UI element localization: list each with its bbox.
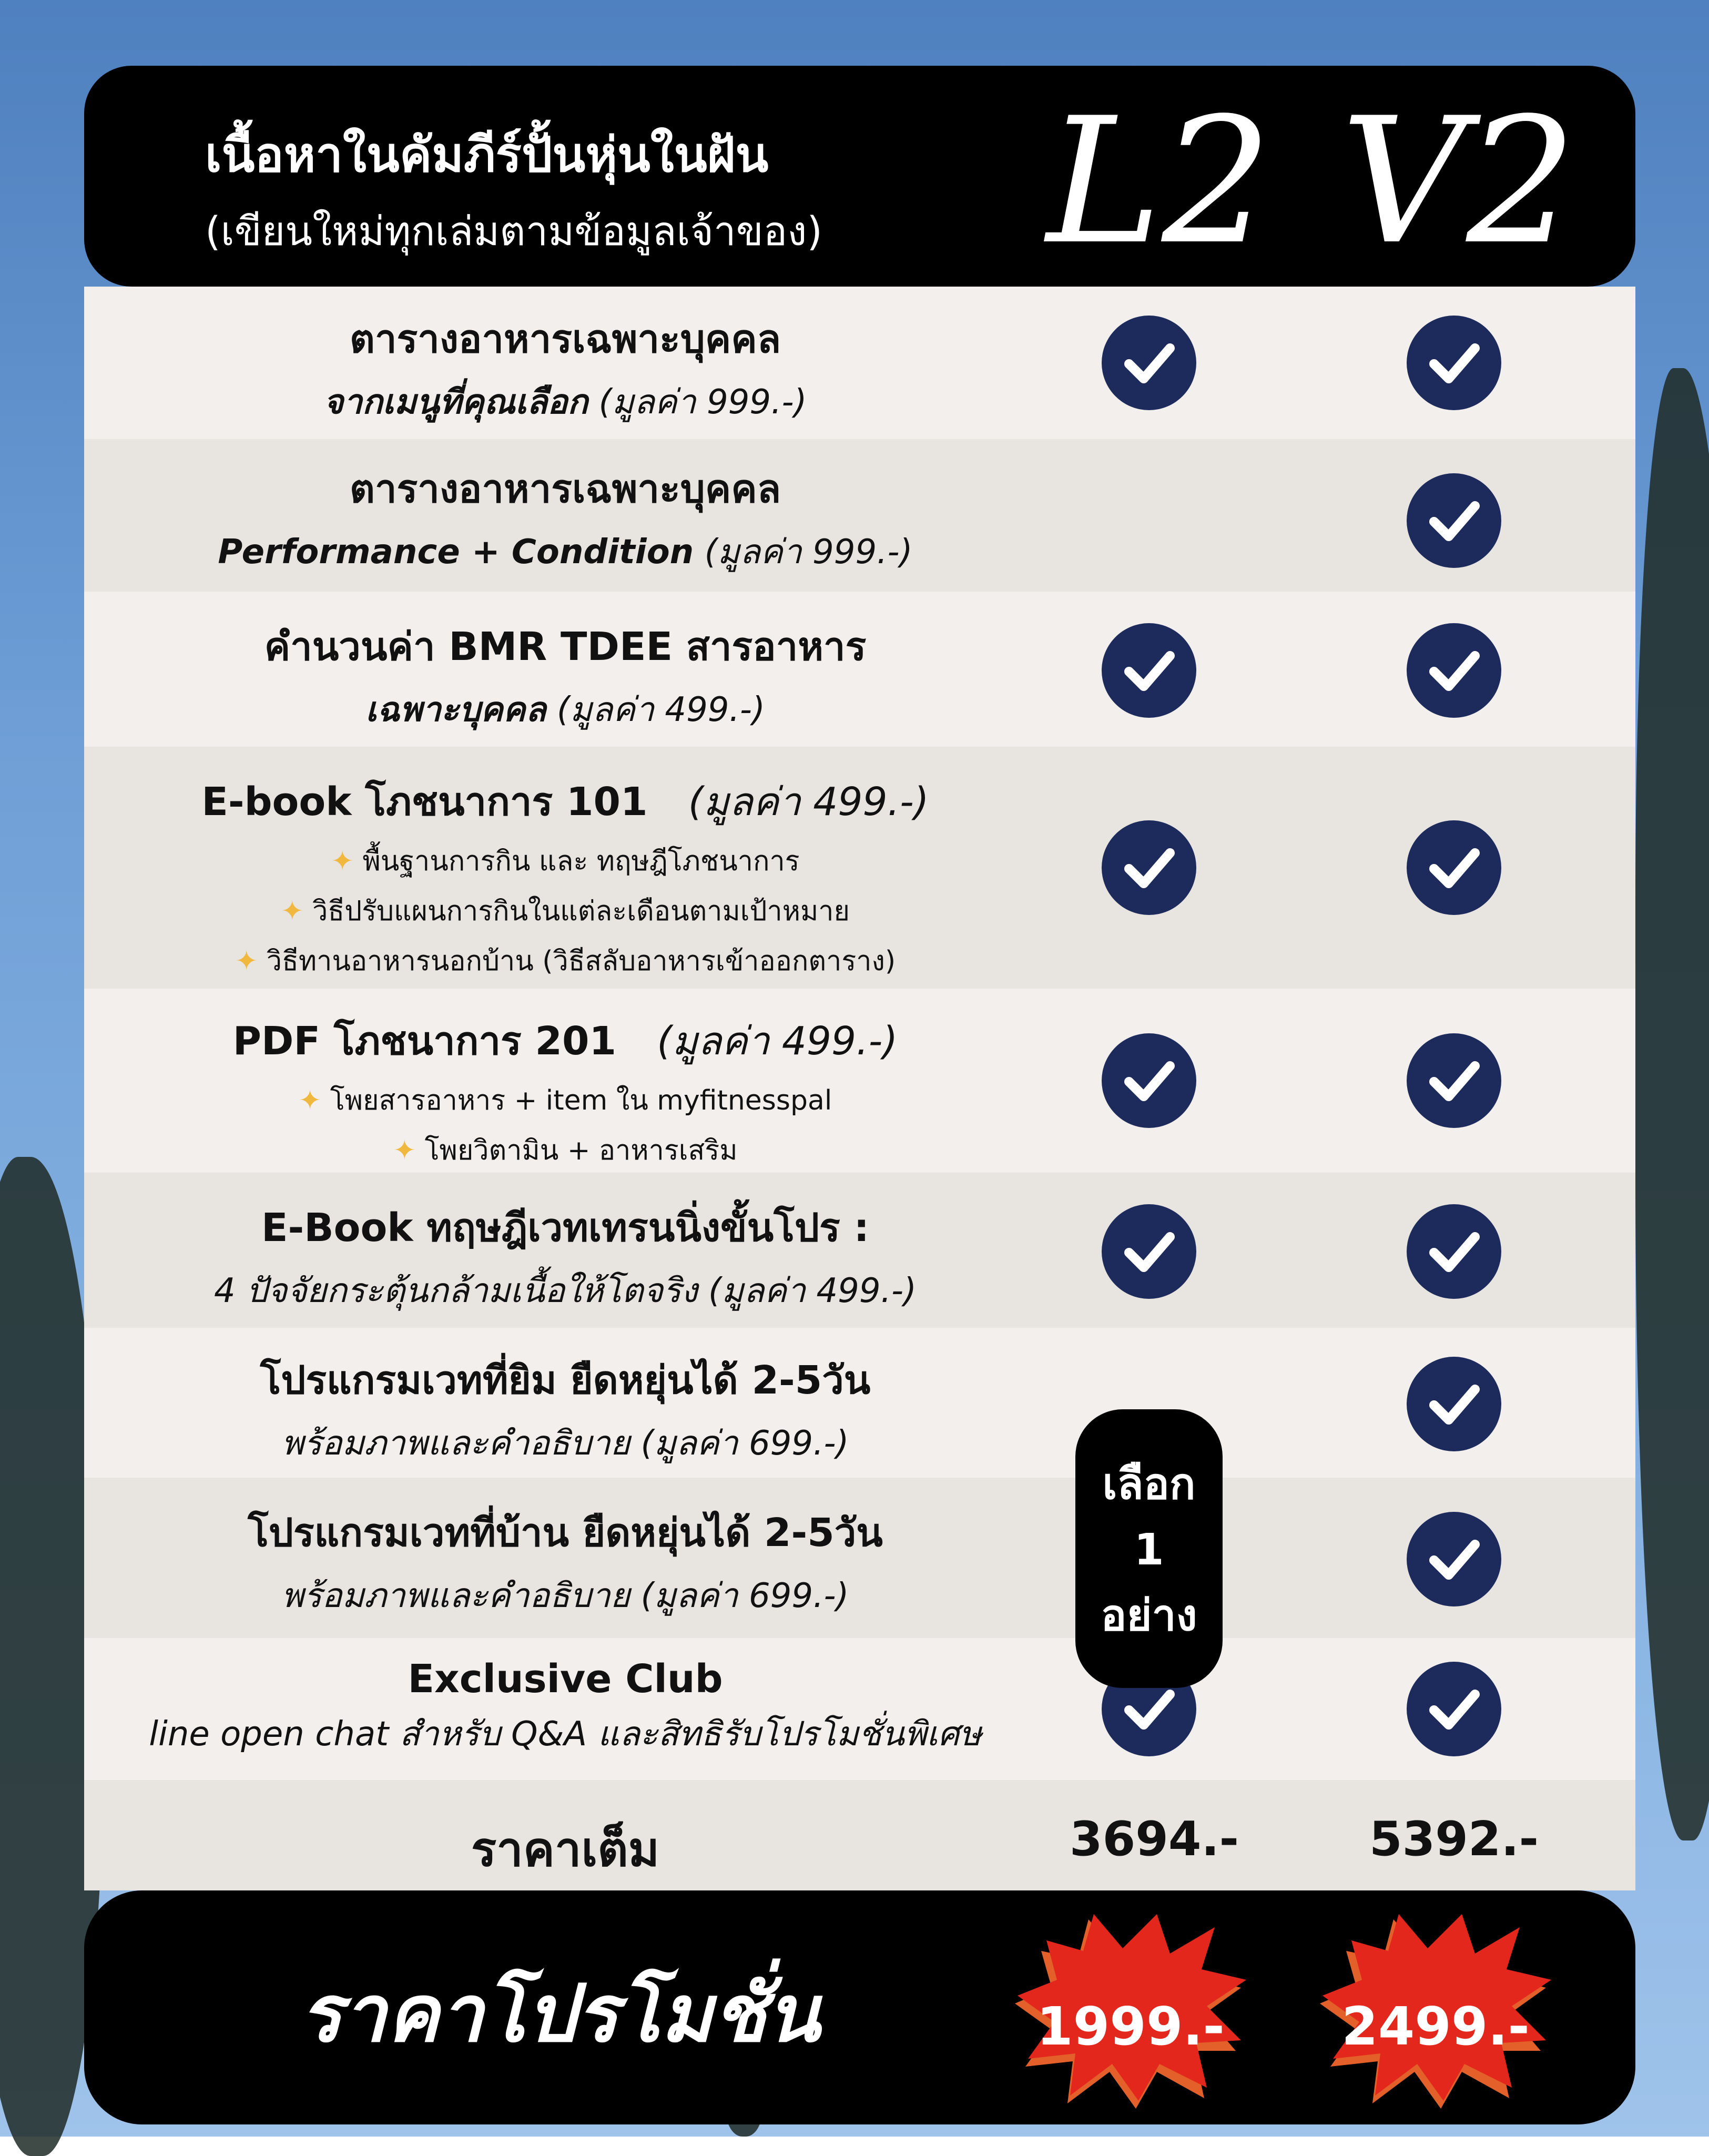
feature-text: [84, 308, 1046, 429]
feature-bullet: [84, 1128, 1046, 1172]
feature-price: (มูลค่า 499.-): [546, 690, 765, 729]
feature-price: (มูลค่า 999.-): [694, 533, 913, 572]
feature-text: [84, 1196, 1046, 1317]
sparkles-icon: ✦: [235, 945, 258, 977]
bullet-text: โพยสารอาหาร + item ใน myfitnesspal: [330, 1085, 832, 1116]
check-icon-l2: [1102, 1204, 1196, 1299]
feature-subtitle: [84, 375, 1046, 429]
feature-row: [84, 287, 1635, 439]
choose-one-line: เลือก: [1102, 1459, 1196, 1509]
plan-l2-heading: L2: [1046, 80, 1273, 282]
feature-title: ตารางอาหารเฉพาะบุคคล: [349, 317, 781, 362]
feature-row: [84, 747, 1635, 989]
price-burst-l2: [1010, 1909, 1252, 2114]
header-title: เนื้อหาในคัมภีร์ปั้นหุ่นในฝัน: [205, 127, 769, 183]
choose-one-number: 1: [1134, 1525, 1164, 1575]
feature-subtitle: พร้อมภาพและคำอธิบาย (มูลค่า 699.-): [281, 1424, 849, 1463]
feature-title: PDF โภชนาการ 201: [232, 1019, 616, 1064]
feature-title: E-Book ทฤษฎีเวทเทรนนิ่งขั้นโปร :: [261, 1205, 870, 1250]
check-icon-v2: [1407, 1033, 1501, 1128]
check-icon-v2: [1407, 820, 1501, 915]
sparkles-icon: ✦: [298, 1085, 322, 1116]
feature-subtitle-bold: เฉพาะบุคคล: [365, 690, 546, 729]
bullet-text: วิธีทานอาหารนอกบ้าน (วิธีสลับอาหารเข้าออกตาราง): [266, 945, 896, 977]
check-icon-l2: [1102, 316, 1196, 410]
table-header: [84, 66, 1635, 287]
check-icon-l2: [1102, 820, 1196, 915]
feature-title: E-book โภชนาการ 101: [201, 779, 648, 825]
check-icon-l2: [1102, 623, 1196, 718]
bullet-text: พื้นฐานการกิน และ ทฤษฎีโภชนาการ: [362, 846, 800, 877]
check-icon-v2: [1407, 473, 1501, 568]
feature-text: [84, 1656, 1046, 1761]
promo-price-v2: 2499.-: [1341, 1996, 1530, 2057]
feature-title: โปรแกรมเวทที่บ้าน ยืดหยุ่นได้ 2-5วัน: [248, 1510, 883, 1555]
sparkles-icon: ✦: [393, 1135, 416, 1166]
check-icon-v2: [1407, 1357, 1501, 1451]
feature-price: (มูลค่า 499.-): [657, 1019, 898, 1064]
full-price-l2: 3694.-: [1069, 1812, 1239, 1867]
promo-price-l2: 1999.-: [1036, 1996, 1225, 2057]
feature-title: ตารางอาหารเฉพาะบุคคล: [349, 466, 781, 512]
full-price-label: ราคาเต็ม: [471, 1822, 660, 1877]
feature-title: คำนวนค่า BMR TDEE สารอาหาร: [264, 624, 867, 669]
full-price-row: [84, 1780, 1635, 1890]
feature-row: [84, 1328, 1635, 1478]
feature-text: [84, 770, 1046, 982]
choose-one-line: อย่าง: [1101, 1591, 1197, 1641]
price-burst-v2: [1315, 1909, 1557, 2114]
sparkles-icon: ✦: [281, 896, 304, 927]
feature-subtitle: 4 ปัจจัยกระตุ้นกล้ามเนื้อให้โตจริง (มูลค่า 499.-): [213, 1272, 917, 1310]
feature-row: [84, 1638, 1635, 1780]
feature-row: [84, 1173, 1635, 1328]
check-icon-v2: [1407, 1662, 1501, 1756]
feature-subtitle: [84, 525, 1046, 578]
comparison-card: [84, 66, 1635, 2124]
promotion-label: ราคาโปรโมชั่น: [300, 1967, 820, 2060]
feature-bullet: [84, 839, 1046, 882]
feature-subtitle-bold: Performance + Condition: [218, 533, 694, 572]
feature-bullet: [84, 889, 1046, 932]
check-icon-v2: [1407, 1204, 1501, 1299]
feature-title: โปรแกรมเวทที่ยิม ยืดหยุ่นได้ 2-5วัน: [260, 1358, 871, 1403]
feature-price: (มูลค่า 999.-): [588, 383, 807, 422]
feature-subtitle: [84, 683, 1046, 736]
feature-row: [84, 592, 1635, 747]
check-icon-l2: [1102, 1033, 1196, 1128]
feature-subtitle: line open chat สำหรับ Q&A และสิทธิรับโปรโมชั่นพิเศษ: [149, 1715, 982, 1754]
check-icon-v2: [1407, 316, 1501, 410]
plan-v2-heading: V2: [1341, 80, 1577, 282]
feature-title-line: [84, 1010, 1046, 1072]
header-subtitle: (เขียนใหม่ทุกเล่มตามข้อมูลเจ้าของ): [205, 208, 823, 255]
feature-title: Exclusive Club: [408, 1656, 723, 1702]
feature-text: [84, 457, 1046, 578]
feature-bullet: [84, 1078, 1046, 1122]
feature-row: [84, 989, 1635, 1173]
promotion-bar: [84, 1890, 1635, 2124]
bullet-text: โพยวิตามิน + อาหารเสริม: [424, 1135, 738, 1166]
feature-row: [84, 1478, 1635, 1638]
sparkles-icon: ✦: [331, 846, 354, 877]
choose-one-badge: [1075, 1409, 1223, 1688]
full-price-v2: 5392.-: [1369, 1812, 1539, 1867]
feature-text: [84, 1349, 1046, 1470]
check-icon-v2: [1407, 623, 1501, 718]
feature-subtitle: พร้อมภาพและคำอธิบาย (มูลค่า 699.-): [281, 1577, 849, 1615]
feature-price: (มูลค่า 499.-): [688, 779, 929, 825]
feature-bullet: [84, 939, 1046, 982]
feature-title-line: [84, 770, 1046, 832]
feature-text: [84, 615, 1046, 736]
feature-row: [84, 439, 1635, 592]
bullet-text: วิธีปรับแผนการกินในแต่ละเดือนตามเป้าหมาย: [312, 896, 850, 927]
check-icon-v2: [1407, 1512, 1501, 1606]
feature-text: [84, 1501, 1046, 1622]
feature-text: [84, 1010, 1046, 1172]
feature-subtitle-bold: จากเมนูที่คุณเลือก: [323, 383, 588, 422]
